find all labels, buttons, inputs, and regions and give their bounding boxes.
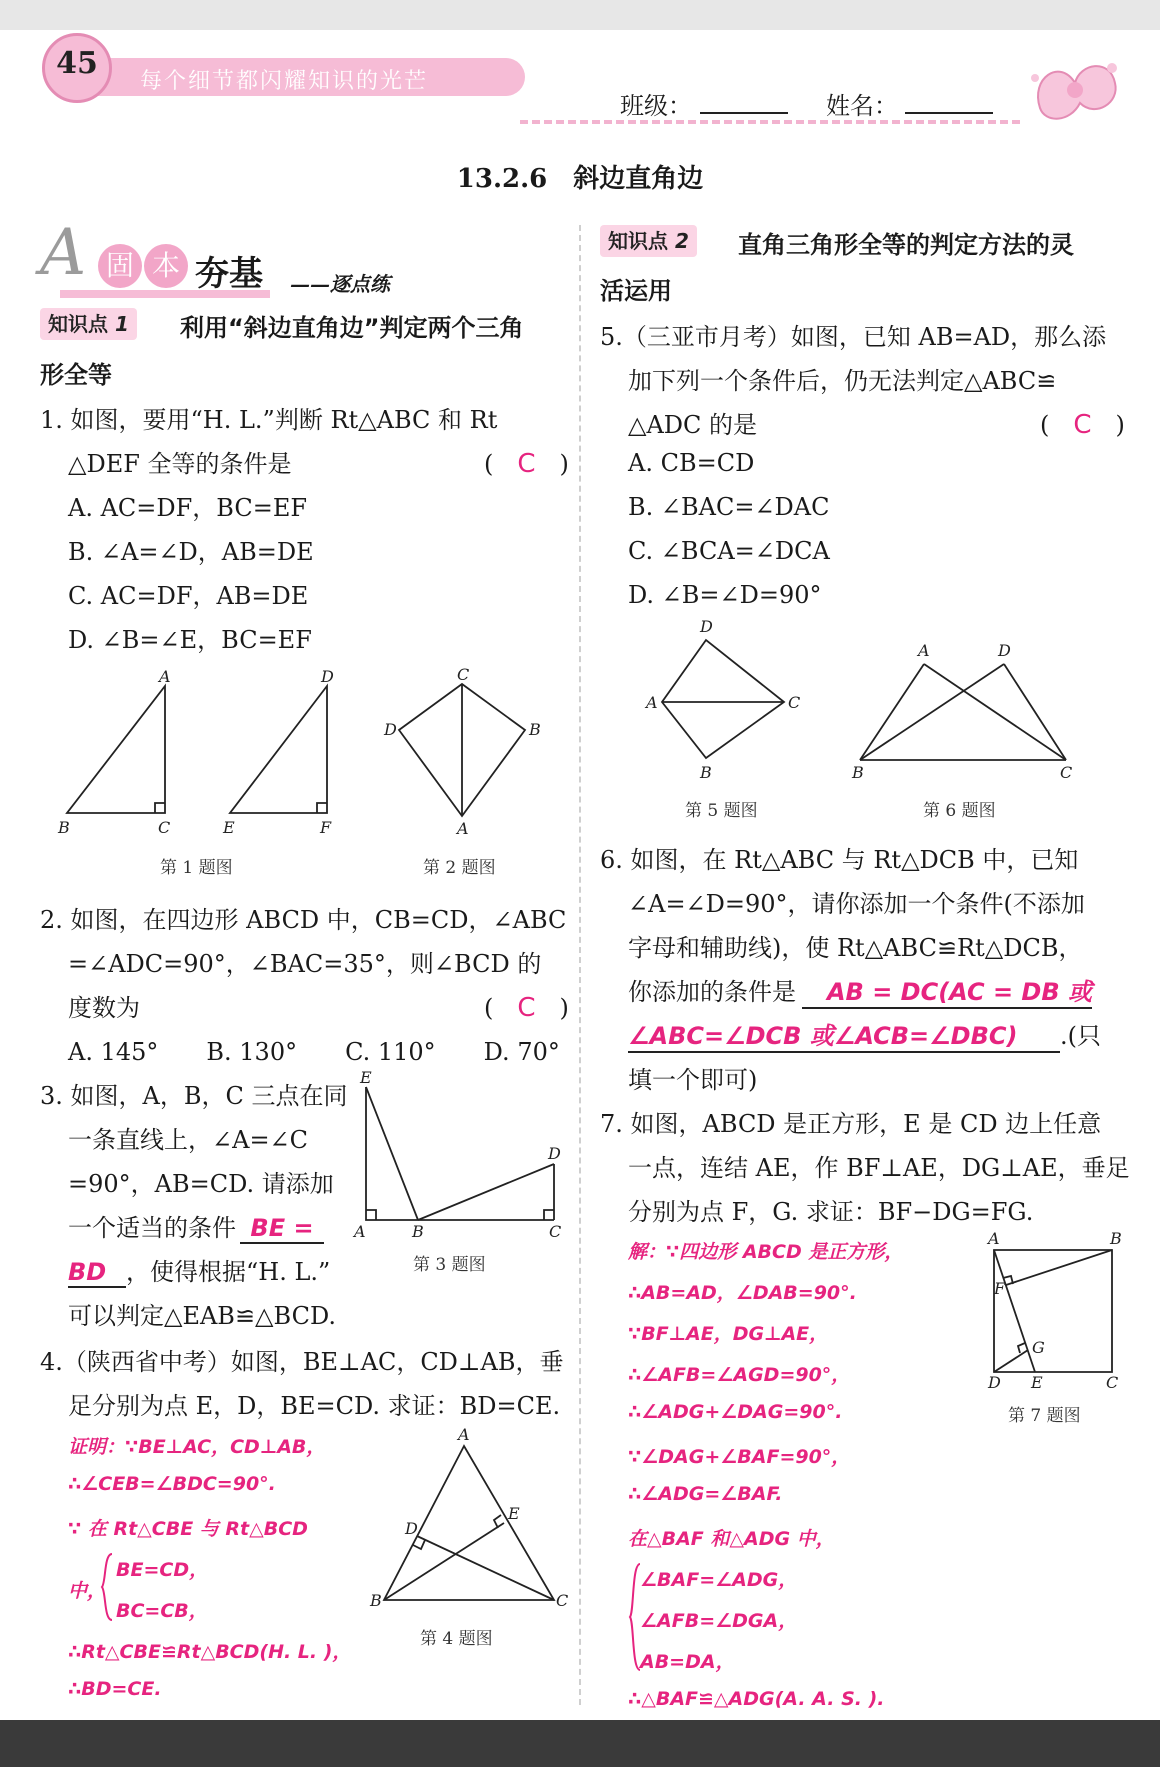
fig3-label-d: D xyxy=(548,1144,561,1163)
fig6-dc xyxy=(1004,664,1066,760)
page-number: 45 xyxy=(56,46,98,81)
fig4-label-b: B xyxy=(370,1591,382,1610)
q7-sol-5: ∴∠ADG+∠DAG=90°. xyxy=(628,1401,843,1423)
flower-ornament-icon xyxy=(1020,48,1130,128)
q1-option-c: C. AC=DF，AB=DE xyxy=(68,582,309,610)
bottom-bar xyxy=(0,1720,1160,1767)
q6-line1: 6. 如图，在 Rt△ABC 与 Rt△DCB 中，已知 xyxy=(600,846,1079,874)
top-bar xyxy=(0,0,1160,30)
q1-option-b: B. ∠A=∠D，AB=DE xyxy=(68,538,314,566)
section-a-circle-1: 固 xyxy=(98,244,142,288)
fig4-be xyxy=(384,1523,504,1600)
q5-line3: △ADC 的是 xyxy=(628,411,758,439)
q2-line1: 2. 如图，在四边形 ABCD 中，CB=CD，∠ABC xyxy=(40,906,567,934)
section-a-circle-2: 本 xyxy=(144,244,188,288)
fig7-label-c: C xyxy=(1106,1373,1119,1392)
figure-1 xyxy=(55,667,355,837)
fig2-label-c: C xyxy=(457,665,470,684)
q4-sol-6: BC=CB， xyxy=(116,1600,208,1622)
fig2-label-a: A xyxy=(457,819,469,838)
fig2-label-b: B xyxy=(529,720,541,739)
figure-2 xyxy=(380,665,550,838)
q2-line3: 度数为 xyxy=(68,994,140,1022)
q4-sol-5: BE=CD， xyxy=(116,1559,209,1581)
fig3-eb xyxy=(366,1087,418,1220)
q6-line4 xyxy=(628,972,1092,1009)
kp2-line2: 活运用 xyxy=(600,277,672,305)
fig3-label-c: C xyxy=(549,1222,562,1241)
fig7-dg xyxy=(994,1350,1028,1372)
class-label: 班级： xyxy=(620,92,692,120)
q6-fill-2: ∠ABC=∠DCB 或∠ACB=∠DBC) xyxy=(628,1022,1018,1050)
fig7-label-b: B xyxy=(1110,1229,1122,1248)
q7-line2: 一点，连结 AE，作 BF⊥AE，DG⊥AE，垂足 xyxy=(628,1154,1130,1182)
class-blank xyxy=(700,112,788,114)
q2-options: A. 145° B. 130° C. 110° D. 70° xyxy=(68,1038,560,1066)
q3-line2: 一条直线上，∠A=∠C xyxy=(68,1126,309,1154)
q1-answer-box: ( C ) xyxy=(484,449,569,479)
name-blank xyxy=(905,112,993,114)
q4-brace xyxy=(100,1552,114,1622)
fig6-label-d: D xyxy=(998,641,1011,660)
fig6-ba xyxy=(860,664,924,760)
fig1-label-b: B xyxy=(58,818,70,837)
fig3-label-a: A xyxy=(354,1222,366,1241)
figure-6 xyxy=(850,642,1085,782)
q4-sol-1: 证明：∵BE⊥AC，CD⊥AB， xyxy=(68,1436,326,1458)
fig7-label-g: G xyxy=(1032,1338,1045,1357)
kp1-tag: 知识点 1 xyxy=(40,308,137,340)
q4-sol-3: ∵ 在 Rt△CBE 与 Rt△BCD xyxy=(68,1518,308,1540)
q7-sol-7: ∴∠ADG=∠BAF. xyxy=(628,1483,783,1505)
fig4-label-e: E xyxy=(508,1504,520,1523)
kp1-line1: 利用“斜边直角边”判定两个三角 xyxy=(180,314,524,342)
figure-5 xyxy=(640,618,810,783)
q7-sol-11: AB=DA， xyxy=(640,1651,735,1673)
q3-line4 xyxy=(68,1208,324,1244)
figure-3 xyxy=(352,1068,572,1250)
q7-line1: 7. 如图，ABCD 是正方形，E 是 CD 边上任意 xyxy=(600,1110,1102,1138)
q5-answer-box: ( C ) xyxy=(1040,410,1125,440)
fig5-label-c: C xyxy=(788,693,801,712)
fig6-label-a: A xyxy=(918,641,930,660)
q7-sol-6: ∵∠DAG+∠BAF=90°， xyxy=(628,1446,851,1468)
fig2-label-d: D xyxy=(384,720,397,739)
motto: 每个细节都闪耀知识的光芒 xyxy=(140,69,429,94)
fig3-right-angle-a xyxy=(366,1210,376,1220)
q4-sol-7: ∴Rt△CBE≌Rt△BCD(H. L. )， xyxy=(68,1641,352,1663)
fig7-label-e: E xyxy=(1031,1373,1043,1392)
kp1-line2: 形全等 xyxy=(40,361,112,389)
q6-line5 xyxy=(628,1016,1101,1053)
q5-option-d: D. ∠B=∠D=90° xyxy=(628,581,822,609)
fig7-caption: 第 7 题图 xyxy=(1008,1406,1081,1426)
fig7-ae xyxy=(994,1250,1035,1372)
q4-sol-2: ∴∠CEB=∠BDC=90°. xyxy=(68,1473,276,1495)
column-divider xyxy=(579,225,581,1705)
fig1-right-angle-c xyxy=(155,803,165,813)
q5-line2: 加下列一个条件后，仍无法判定△ABC≌ xyxy=(628,367,1057,395)
q3-line3: =90°，AB=CD. 请添加 xyxy=(68,1170,334,1198)
fig5-label-b: B xyxy=(700,763,712,782)
q7-sol-2: ∴AB=AD，∠DAB=90°. xyxy=(628,1282,857,1304)
fig5-caption: 第 5 题图 xyxy=(685,801,758,821)
q7-sol-12: ∴△BAF≌△ADG(A. A. S. ). xyxy=(628,1688,885,1710)
fig3-right-angle-c xyxy=(544,1210,554,1220)
q6-line6: 填一个即可) xyxy=(628,1066,758,1094)
fig7-label-d: D xyxy=(988,1373,1001,1392)
fig3-label-e: E xyxy=(360,1068,372,1087)
q7-sol-10: ∠AFB=∠DGA， xyxy=(640,1610,798,1632)
fig1-label-c: C xyxy=(158,818,171,837)
fig7-square xyxy=(994,1250,1112,1372)
fig7-bf xyxy=(1006,1250,1112,1285)
figure-7 xyxy=(980,1229,1130,1392)
q4-line2: 足分别为点 E，D，BE=CD. 求证：BD=CE. xyxy=(68,1392,561,1420)
q7-sol-1: 解：∵四边形 ABCD 是正方形， xyxy=(628,1241,904,1263)
fig1-right-angle-f xyxy=(317,803,327,813)
q5-line1: 5.（三亚市月考）如图，已知 AB=AD，那么添 xyxy=(600,323,1107,351)
q5-option-c: C. ∠BCA=∠DCA xyxy=(628,537,830,565)
fig7-label-f: F xyxy=(994,1279,1006,1298)
section-a-letter: A xyxy=(40,216,87,290)
fig1-label-a: A xyxy=(159,667,171,686)
fig6-bd xyxy=(860,664,1004,760)
q2-line2: =∠ADC=90°，∠BAC=35°，则∠BCD 的 xyxy=(68,950,542,978)
fig1-label-f: F xyxy=(320,818,332,837)
fig1-label-d: D xyxy=(321,667,334,686)
q6-line4-text: 你添加的条件是 xyxy=(628,978,796,1006)
q6-fill-1: AB = DC(AC = DB 或 xyxy=(826,978,1092,1006)
fig4-label-d: D xyxy=(405,1519,418,1538)
fig4-label-a: A xyxy=(458,1425,470,1444)
q1-answer: C xyxy=(517,449,536,479)
kp2-tag: 知识点 2 xyxy=(600,225,697,257)
q3-fill-2: BD xyxy=(68,1258,107,1286)
q5-answer: C xyxy=(1073,410,1092,440)
fig2-caption: 第 2 题图 xyxy=(423,858,496,878)
fig1-caption: 第 1 题图 xyxy=(160,858,233,878)
q2-answer: C xyxy=(517,993,536,1023)
q3-line1: 3. 如图，A，B，C 三点在同 xyxy=(40,1082,348,1110)
figure-4 xyxy=(370,1425,570,1610)
q2-answer-box: ( C ) xyxy=(484,993,569,1023)
fig1-triangle-def xyxy=(230,686,327,813)
fig5-label-d: D xyxy=(700,617,713,636)
fig6-label-b: B xyxy=(852,763,864,782)
section-a-title: 夯基 xyxy=(195,254,263,294)
header-dash-line xyxy=(520,120,1020,124)
q3-fill-1: BE = xyxy=(250,1214,314,1242)
fig3-caption: 第 3 题图 xyxy=(413,1255,486,1275)
q1-line1: 1. 如图，要用“H. L.”判断 Rt△ABC 和 Rt xyxy=(40,406,498,434)
fig5-label-a: A xyxy=(646,693,658,712)
q4-line1: 4.（陕西省中考）如图，BE⊥AC，CD⊥AB，垂 xyxy=(40,1348,564,1376)
fig3-bd xyxy=(418,1164,554,1220)
q1-line2: △DEF 全等的条件是 xyxy=(68,450,292,478)
q3-line4-text: 一个适当的条件 xyxy=(68,1214,236,1242)
fig1-triangle-abc xyxy=(67,686,165,813)
q1-option-d: D. ∠B=∠E，BC=EF xyxy=(68,626,312,654)
q7-sol-4: ∴∠AFB=∠AGD=90°， xyxy=(628,1364,851,1386)
fig4-cd xyxy=(417,1536,554,1600)
fig6-label-c: C xyxy=(1060,763,1073,782)
q7-sol-3: ∵BF⊥AE，DG⊥AE， xyxy=(628,1323,829,1345)
q6-line5-tail: .(只 xyxy=(1060,1022,1101,1050)
q7-sol-8: 在△BAF 和△ADG 中， xyxy=(628,1528,835,1550)
fig6-ac xyxy=(924,664,1066,760)
fig1-label-e: E xyxy=(223,818,235,837)
q4-sol-8: ∴BD=CE. xyxy=(68,1678,162,1700)
fig7-label-a: A xyxy=(988,1229,1000,1248)
section-a-subtitle: ——逐点练 xyxy=(290,272,390,296)
fig6-caption: 第 6 题图 xyxy=(923,801,996,821)
q6-line3: 字母和辅助线)，使 Rt△ABC≌Rt△DCB， xyxy=(628,934,1083,962)
q3-line5 xyxy=(68,1252,330,1288)
kp2-line1: 直角三角形全等的判定方法的灵 xyxy=(738,231,1074,259)
q3-line5-text: ，使得根据“H. L.” xyxy=(126,1258,331,1286)
name-label: 姓名： xyxy=(826,92,898,120)
q3-line6: 可以判定△EAB≌△BCD. xyxy=(68,1302,336,1330)
fig5-quadrilateral xyxy=(662,640,784,758)
fig4-label-c: C xyxy=(556,1591,569,1610)
fig3-label-b: B xyxy=(412,1222,424,1241)
page-title: 13.2.6 斜边直角边 xyxy=(456,164,704,194)
fig4-caption: 第 4 题图 xyxy=(420,1629,493,1649)
q7-sol-9: ∠BAF=∠ADG， xyxy=(640,1569,798,1591)
q5-option-a: A. CB=CD xyxy=(628,449,755,477)
fig7-right-angle-g xyxy=(1018,1343,1025,1353)
q5-option-b: B. ∠BAC=∠DAC xyxy=(628,493,830,521)
q6-line2: ∠A=∠D=90°，请你添加一个条件(不添加 xyxy=(628,890,1085,918)
q7-line3: 分别为点 F，G. 求证：BF−DG=FG. xyxy=(628,1198,1034,1226)
q1-option-a: A. AC=DF，BC=EF xyxy=(68,494,308,522)
q4-sol-4: 中， xyxy=(68,1580,107,1602)
